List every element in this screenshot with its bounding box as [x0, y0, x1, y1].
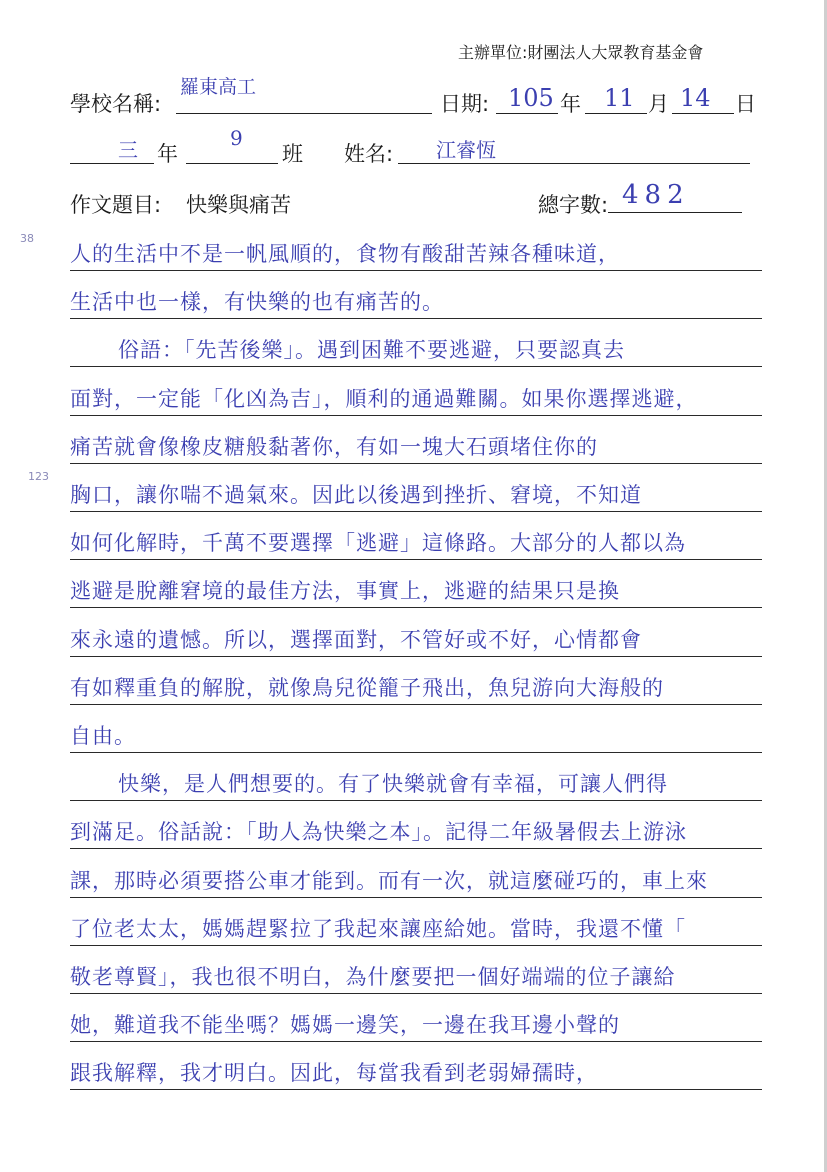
essay-line: 人的生活中不是一帆風順的，食物有酸甜苦辣各種味道， — [70, 242, 620, 266]
class-underline — [186, 163, 278, 164]
essay-line: 跟我解釋，我才明白。因此，每當我看到老弱婦孺時， — [70, 1061, 598, 1086]
essay-line: 逃避是脫離窘境的最佳方法，事實上，逃避的結果只是換 — [70, 579, 620, 604]
essay-line: 自由。 — [70, 724, 136, 748]
topic-label: 作文題目: — [70, 193, 162, 217]
ruled-line — [70, 897, 762, 898]
ruled-line — [70, 366, 762, 367]
essay-line: 生活中也一樣，有快樂的也有痛苦的。 — [70, 290, 444, 315]
essay-line: 快樂，是人們想要的。有了快樂就會有幸福，可讓人們得 — [118, 772, 668, 797]
date-day-value: 14 — [680, 84, 711, 112]
margin-mark: 123 — [28, 470, 49, 483]
school-value: 羅東高工 — [180, 76, 257, 98]
class-label: 班 — [282, 142, 303, 166]
essay-line: 來永遠的遺憾。所以，選擇面對，不管好或不好，心情都會 — [70, 627, 642, 652]
date-month-value: 11 — [604, 84, 635, 112]
essay-line: 如何化解時，千萬不要選擇「逃避」這條路。大部分的人都以為 — [70, 531, 686, 556]
ruled-line — [70, 415, 762, 416]
ruled-line — [70, 752, 762, 753]
ruled-line — [70, 945, 762, 946]
wordcount-underline — [608, 212, 742, 213]
ruled-line — [70, 704, 762, 705]
ruled-line — [70, 318, 762, 319]
date-label: 日期: — [440, 92, 490, 116]
name-underline — [398, 163, 750, 164]
ruled-line — [70, 607, 762, 608]
day-label: 日 — [735, 92, 756, 116]
topic-value: 快樂與痛苦 — [186, 193, 291, 217]
essay-line: 敬老尊賢」，我也很不明白，為什麼要把一個好端端的位子讓給 — [70, 965, 676, 989]
date-day-underline — [672, 113, 734, 114]
date-year-value: 105 — [508, 84, 554, 112]
ruled-line — [70, 511, 762, 512]
essay-line: 課，那時必須要搭公車才能到。而有一次，就這麼碰巧的，車上來 — [70, 868, 708, 893]
date-month-underline — [585, 113, 647, 114]
grade-label: 年 — [157, 142, 178, 166]
ruled-line — [70, 463, 762, 464]
essay-line: 胸口，讓你喘不過氣來。因此以後遇到挫折、窘境，不知道 — [70, 483, 642, 507]
school-label: 學校名稱: — [70, 92, 162, 116]
month-label: 月 — [648, 92, 669, 116]
class-value: 9 — [230, 126, 243, 150]
name-label: 姓名: — [344, 142, 394, 166]
wordcount-label: 總字數: — [538, 193, 609, 217]
essay-line: 痛苦就會像橡皮糖般黏著你，有如一塊大石頭堵住你的 — [70, 434, 598, 459]
ruled-line — [70, 848, 762, 849]
ruled-line — [70, 800, 762, 801]
ruled-line — [70, 656, 762, 657]
wordcount-value: 482 — [622, 180, 690, 210]
ruled-line — [70, 270, 762, 271]
organizer-line: 主辦單位:財團法人大眾教育基金會 — [458, 43, 704, 62]
school-underline — [176, 113, 432, 114]
ruled-line — [70, 1089, 762, 1090]
essay-line: 她，難道我不能坐嗎？媽媽一邊笑，一邊在我耳邊小聲的 — [70, 1013, 620, 1038]
ruled-line — [70, 1041, 762, 1042]
essay-line: 面對，一定能「化凶為吉」，順利的通過難關。如果你選擇逃避， — [70, 386, 698, 411]
year-label: 年 — [560, 92, 581, 116]
essay-line: 俗語：「先苦後樂」。遇到困難不要逃避，只要認真去 — [118, 338, 625, 363]
grade-underline — [70, 163, 154, 164]
essay-line: 到滿足。俗話說：「助人為快樂之本」。記得二年級暑假去上游泳 — [70, 820, 687, 845]
name-value: 江睿恆 — [436, 138, 496, 162]
ruled-line — [70, 993, 762, 994]
margin-mark: 38 — [20, 232, 34, 245]
grade-value: 三 — [118, 138, 138, 162]
essay-line: 了位老太太，媽媽趕緊拉了我起來讓座給她。當時，我還不懂「 — [70, 916, 686, 941]
essay-line: 有如釋重負的解脫，就像鳥兒從籠子飛出，魚兒游向大海般的 — [70, 675, 664, 700]
ruled-line — [70, 559, 762, 560]
date-year-underline — [496, 113, 558, 114]
